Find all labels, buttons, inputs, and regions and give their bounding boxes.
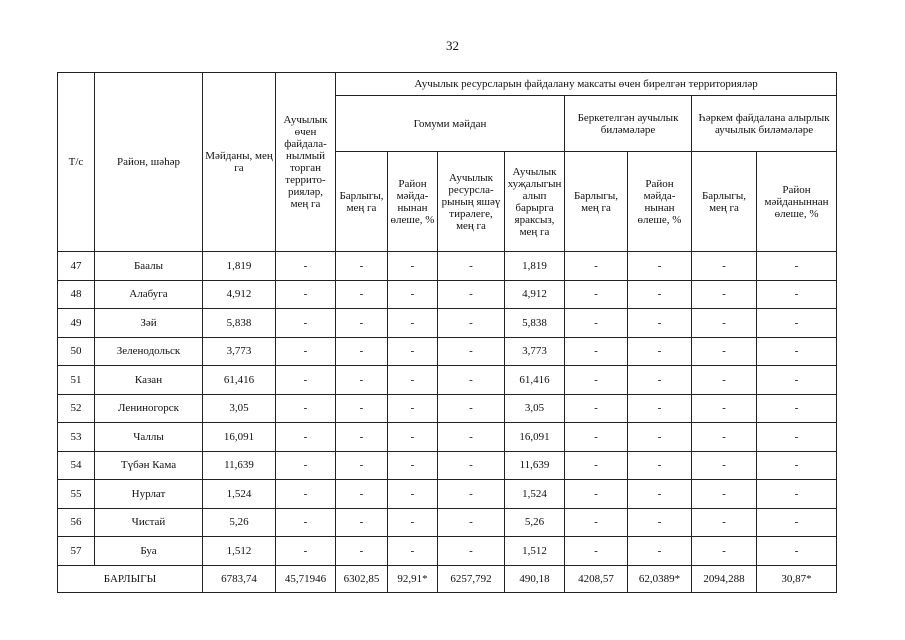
row-number: 52 (58, 394, 95, 423)
cell: - (388, 280, 438, 309)
cell: - (565, 537, 628, 566)
cell: - (276, 451, 336, 480)
area-value: 16,091 (203, 423, 276, 452)
cell: - (388, 451, 438, 480)
table-row (58, 337, 837, 366)
cell: - (276, 423, 336, 452)
cell: - (438, 337, 505, 366)
totals-cell: 490,18 (505, 565, 565, 592)
cell: 1,512 (505, 537, 565, 566)
row-number: 56 (58, 508, 95, 537)
area-value: 1,524 (203, 480, 276, 509)
cell: - (438, 480, 505, 509)
cell: - (276, 366, 336, 395)
district-name: Баалы (95, 252, 203, 281)
header-total-kha-3: Барлыгы, мең га (692, 152, 757, 252)
district-name: Зәй (95, 309, 203, 338)
area-value: 4,912 (203, 280, 276, 309)
cell: - (388, 423, 438, 452)
totals-label: БАРЛЫГЫ (58, 565, 203, 592)
cell: - (757, 394, 837, 423)
area-value: 5,838 (203, 309, 276, 338)
cell: - (692, 394, 757, 423)
district-name: Буа (95, 537, 203, 566)
header-public-grounds: Һәркем файдалана алырлык аучылык биләмәләре (692, 96, 837, 152)
table-row (58, 366, 837, 395)
cell: - (336, 366, 388, 395)
header-num: Т/с (58, 73, 95, 252)
cell: - (438, 366, 505, 395)
cell: - (757, 423, 837, 452)
district-name: Нурлат (95, 480, 203, 509)
cell: - (565, 252, 628, 281)
totals-cell: 92,91* (388, 565, 438, 592)
cell: - (336, 480, 388, 509)
cell: - (628, 366, 692, 395)
cell: - (757, 252, 837, 281)
cell: - (388, 337, 438, 366)
table-row (58, 423, 837, 452)
area-value: 11,639 (203, 451, 276, 480)
header-hunting-not-used: Аучылык өчен файдала-нылмый торган террито-рияләр, мең га (276, 73, 336, 252)
cell: - (692, 537, 757, 566)
cell: - (628, 537, 692, 566)
row-number: 50 (58, 337, 95, 366)
cell: - (692, 280, 757, 309)
table-row (58, 280, 837, 309)
cell: - (276, 337, 336, 366)
header-allocated-group: Аучылык ресурсларын файдалану максаты өчен бирелгән территорияләр (336, 73, 837, 96)
hunting-territories-table (57, 72, 837, 593)
row-number: 48 (58, 280, 95, 309)
cell: 3,05 (505, 394, 565, 423)
header-area: Мәйданы, мең га (203, 73, 276, 252)
cell: - (757, 480, 837, 509)
row-number: 54 (58, 451, 95, 480)
table-row (58, 451, 837, 480)
table-row (58, 480, 837, 509)
table-row (58, 508, 837, 537)
area-value: 61,416 (203, 366, 276, 395)
cell: - (692, 366, 757, 395)
cell: - (276, 508, 336, 537)
cell: - (692, 309, 757, 338)
cell: - (628, 252, 692, 281)
cell: - (276, 309, 336, 338)
row-number: 51 (58, 366, 95, 395)
area-value: 1,819 (203, 252, 276, 281)
area-value: 3,05 (203, 394, 276, 423)
cell: - (438, 394, 505, 423)
cell: - (757, 280, 837, 309)
totals-cell: 62,0389* (628, 565, 692, 592)
cell: - (336, 451, 388, 480)
cell: - (757, 508, 837, 537)
district-name: Казан (95, 366, 203, 395)
cell: - (276, 280, 336, 309)
totals-cell: 2094,288 (692, 565, 757, 592)
cell: - (692, 451, 757, 480)
cell: - (438, 280, 505, 309)
cell: - (336, 337, 388, 366)
cell: - (438, 423, 505, 452)
cell: - (388, 366, 438, 395)
cell: - (438, 508, 505, 537)
cell: - (565, 366, 628, 395)
area-value: 1,512 (203, 537, 276, 566)
cell: - (565, 337, 628, 366)
header-share-3: Район мәйданыннан өлеше, % (757, 152, 837, 252)
cell: - (276, 537, 336, 566)
district-name: Түбән Кама (95, 451, 203, 480)
totals-cell: 30,87* (757, 565, 837, 592)
row-number: 55 (58, 480, 95, 509)
cell: - (388, 394, 438, 423)
cell: - (565, 423, 628, 452)
cell: - (276, 252, 336, 281)
header-total-kha-1: Барлыгы, мең га (336, 152, 388, 252)
cell: 11,639 (505, 451, 565, 480)
table-row (58, 309, 837, 338)
cell: - (692, 508, 757, 537)
cell: - (336, 252, 388, 281)
cell: - (757, 366, 837, 395)
cell: 1,524 (505, 480, 565, 509)
table-row (58, 394, 837, 423)
cell: - (336, 537, 388, 566)
cell: - (565, 309, 628, 338)
row-number: 53 (58, 423, 95, 452)
cell: - (757, 537, 837, 566)
district-name: Чаллы (95, 423, 203, 452)
cell: 4,912 (505, 280, 565, 309)
cell: - (438, 252, 505, 281)
cell: 3,773 (505, 337, 565, 366)
cell: - (628, 508, 692, 537)
totals-area: 6783,74 (203, 565, 276, 592)
table-row (58, 252, 837, 281)
cell: - (628, 337, 692, 366)
page-number: 32 (446, 38, 459, 53)
district-name: Лениногорск (95, 394, 203, 423)
cell: - (692, 480, 757, 509)
cell: - (388, 252, 438, 281)
header-total-kha-2: Барлыгы, мең га (565, 152, 628, 252)
cell: 1,819 (505, 252, 565, 281)
cell: - (565, 480, 628, 509)
cell: - (336, 280, 388, 309)
cell: 61,416 (505, 366, 565, 395)
totals-row (58, 565, 837, 592)
header-share-1: Район мәйда-нынан өлеше, % (388, 152, 438, 252)
cell: - (628, 394, 692, 423)
cell: 5,838 (505, 309, 565, 338)
header-share-2: Район мәйда-нынан өлеше, % (628, 152, 692, 252)
cell: - (438, 309, 505, 338)
cell: - (757, 309, 837, 338)
cell: 5,26 (505, 508, 565, 537)
cell: - (336, 394, 388, 423)
cell: - (388, 508, 438, 537)
district-name: Алабуга (95, 280, 203, 309)
cell: - (628, 451, 692, 480)
area-value: 5,26 (203, 508, 276, 537)
cell: - (438, 537, 505, 566)
cell: - (276, 394, 336, 423)
row-number: 57 (58, 537, 95, 566)
cell: - (565, 280, 628, 309)
cell: - (757, 451, 837, 480)
cell: - (692, 337, 757, 366)
cell: - (388, 537, 438, 566)
cell: - (336, 508, 388, 537)
row-number: 47 (58, 252, 95, 281)
cell: - (757, 337, 837, 366)
cell: - (692, 252, 757, 281)
cell: - (565, 394, 628, 423)
cell: - (276, 480, 336, 509)
area-value: 3,773 (203, 337, 276, 366)
cell: - (336, 309, 388, 338)
header-habitat: Аучылык ресурсла-рының яшәү тирәлеге, мең га (438, 152, 505, 252)
cell: - (438, 451, 505, 480)
cell: - (565, 508, 628, 537)
header-unsuitable: Аучылык хуҗалыгын алып барырга яраксыз, мең га (505, 152, 565, 252)
totals-cell: 6302,85 (336, 565, 388, 592)
cell: - (628, 309, 692, 338)
cell: - (388, 309, 438, 338)
cell: - (565, 451, 628, 480)
totals-cell: 6257,792 (438, 565, 505, 592)
cell: - (628, 423, 692, 452)
cell: - (336, 423, 388, 452)
totals-cell: 4208,57 (565, 565, 628, 592)
table-row (58, 537, 837, 566)
cell: - (628, 280, 692, 309)
cell: - (388, 480, 438, 509)
cell: 16,091 (505, 423, 565, 452)
header-district: Район, шәһәр (95, 73, 203, 252)
totals-cell: 45,71946 (276, 565, 336, 592)
district-name: Чистай (95, 508, 203, 537)
district-name: Зеленодольск (95, 337, 203, 366)
cell: - (628, 480, 692, 509)
header-general-area: Гомуми мәйдан (336, 96, 565, 152)
cell: - (692, 423, 757, 452)
row-number: 49 (58, 309, 95, 338)
header-assigned-grounds: Беркетелгән аучылык биләмәләре (565, 96, 692, 152)
